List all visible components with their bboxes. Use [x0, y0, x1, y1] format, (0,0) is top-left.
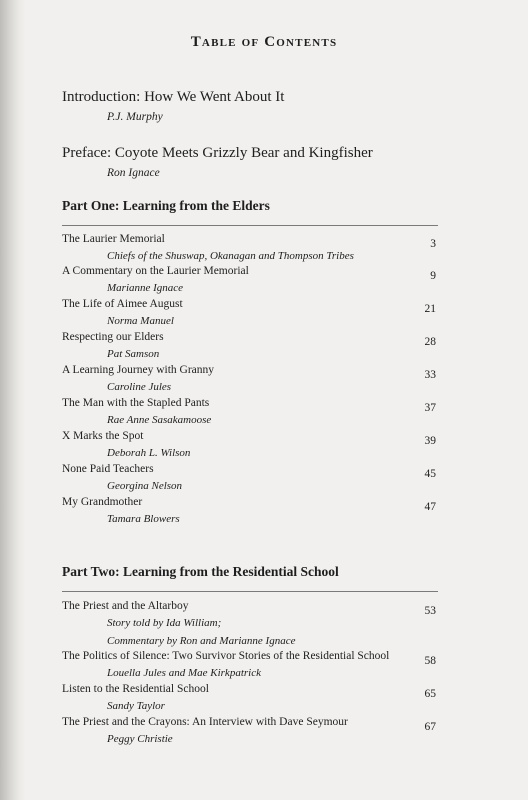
toc-entry: [62, 430, 436, 462]
toc-entry: [62, 463, 436, 495]
toc-entry: [62, 650, 436, 682]
front-item-author: Ron Ignace: [107, 167, 160, 179]
entry-title: The Life of Aimee August: [62, 298, 183, 310]
entry-author: Louella Jules and Mae Kirkpatrick: [107, 667, 261, 679]
part-one-heading: Part One: Learning from the Elders: [62, 198, 270, 213]
entry-page-number: 67: [424, 721, 436, 733]
entry-title: The Man with the Stapled Pants: [62, 397, 210, 409]
entry-title: A Commentary on the Laurier Memorial: [62, 265, 249, 277]
entry-author: Norma Manuel: [107, 315, 174, 327]
toc-entry: [62, 364, 436, 396]
entry-title: A Learning Journey with Granny: [62, 364, 215, 376]
entry-author: Story told by Ida William;: [107, 617, 222, 629]
entry-page-number: 9: [430, 270, 436, 282]
entry-title: None Paid Teachers: [62, 463, 154, 475]
entry-author: Peggy Christie: [107, 733, 173, 745]
divider: [62, 591, 438, 592]
toc-entry: [62, 233, 436, 265]
toc-entry: [62, 683, 436, 715]
entry-page-number: 47: [424, 501, 436, 513]
toc-entry: [62, 298, 436, 330]
entry-author: Rae Anne Sasakamoose: [107, 414, 212, 426]
entry-page-number: 45: [424, 468, 436, 480]
entry-author: Georgina Nelson: [107, 480, 183, 492]
entry-title: The Politics of Silence: Two Survivor Stories of the Residential School: [62, 650, 390, 662]
entry-author: Caroline Jules: [107, 381, 172, 393]
entry-page-number: 65: [424, 688, 436, 700]
entry-author: Tamara Blowers: [107, 513, 180, 525]
toc-entry: [62, 397, 436, 429]
entry-page-number: 53: [424, 605, 436, 617]
entry-page-number: 3: [430, 238, 436, 250]
entry-title: The Priest and the Altarboy: [62, 600, 189, 612]
entry-page-number: 58: [424, 655, 436, 667]
entry-author-line-2: Commentary by Ron and Marianne Ignace: [107, 635, 296, 647]
entry-page-number: 33: [424, 369, 436, 381]
entry-title: My Grandmother: [62, 496, 143, 508]
entry-author: Chiefs of the Shuswap, Okanagan and Thompson Tribes: [107, 250, 354, 262]
entry-page-number: 21: [424, 303, 436, 315]
entry-title: The Priest and the Crayons: An Interview with Dave Seymour: [62, 716, 348, 728]
entry-title: Listen to the Residential School: [62, 683, 209, 695]
toc-entry: [62, 716, 436, 748]
front-item-author: P.J. Murphy: [107, 111, 163, 123]
toc-entry: [62, 331, 436, 363]
front-item-introduction: Introduction: How We Went About It: [62, 89, 285, 105]
front-item-preface: Preface: Coyote Meets Grizzly Bear and Kingfisher: [62, 145, 373, 161]
entry-author: Pat Samson: [107, 348, 160, 360]
toc-entry: [62, 265, 436, 297]
entry-author: Deborah L. Wilson: [107, 447, 191, 459]
page-title: Table of Contents: [190, 34, 338, 50]
toc-entry: [62, 600, 436, 647]
entry-title: Respecting our Elders: [62, 331, 164, 343]
entry-author: Sandy Taylor: [107, 700, 165, 712]
toc-entry: [62, 496, 436, 528]
divider: [62, 225, 438, 226]
entry-page-number: 39: [424, 435, 436, 447]
entry-page-number: 28: [424, 336, 436, 348]
entry-author: Marianne Ignace: [107, 282, 184, 294]
entry-title: The Laurier Memorial: [62, 233, 165, 245]
entry-title: X Marks the Spot: [62, 430, 144, 442]
part-two-heading: Part Two: Learning from the Residential School: [62, 564, 339, 579]
entry-page-number: 37: [424, 402, 436, 414]
